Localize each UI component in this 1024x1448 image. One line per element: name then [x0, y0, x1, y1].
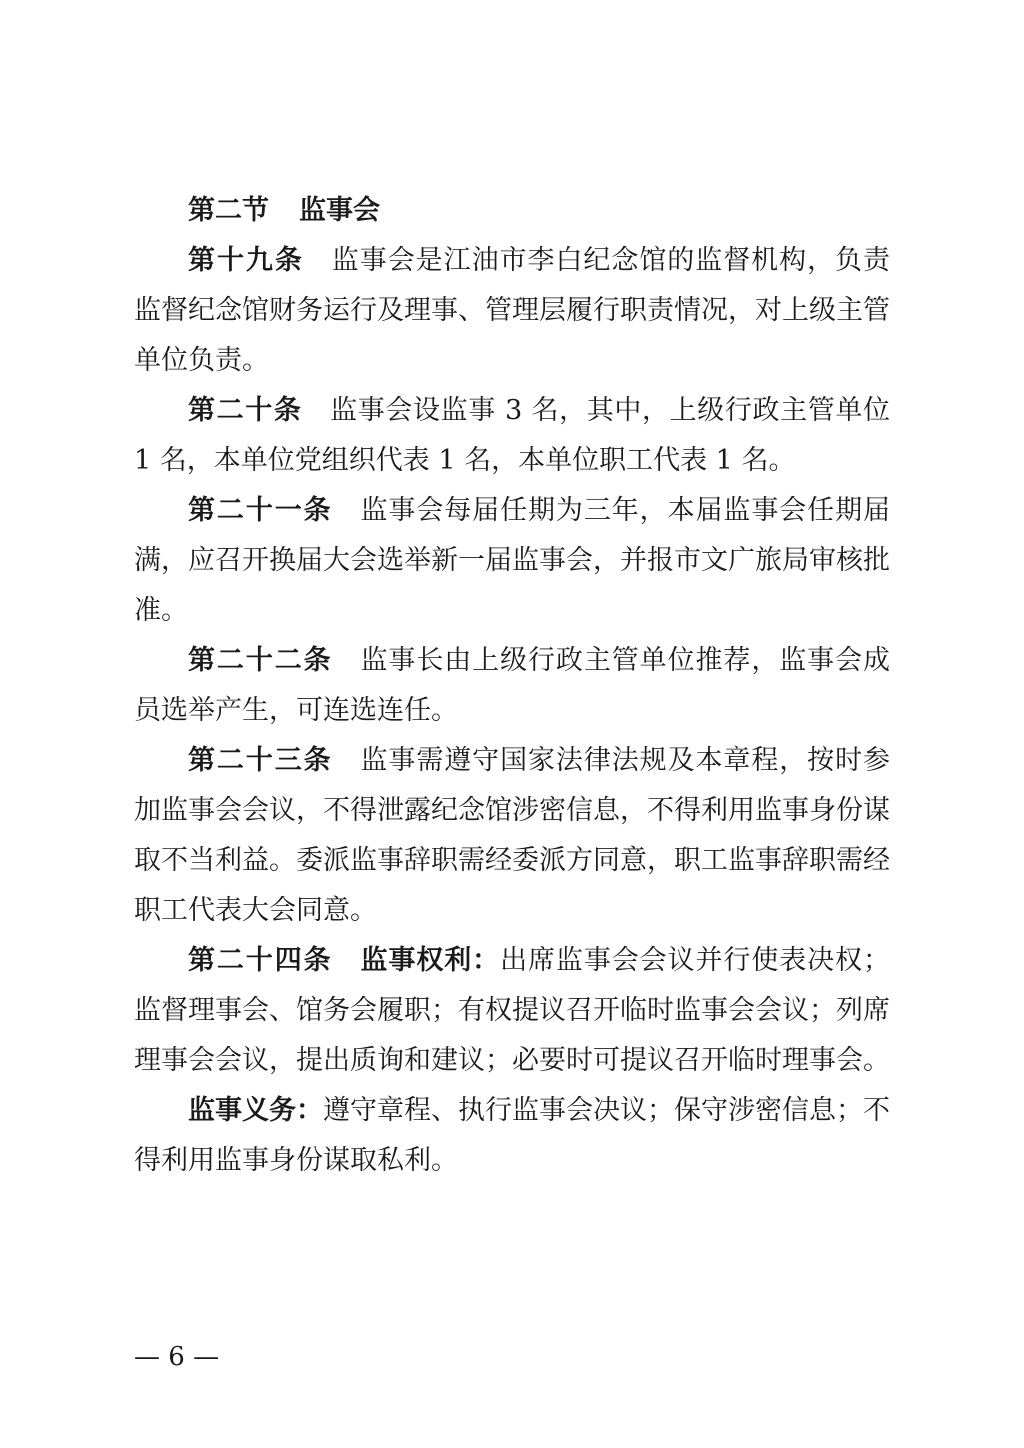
article-label: 第二十二条 [188, 645, 333, 676]
duties-text: 遵守章程、执行监事会决议；保守涉密信息；不得利用监事身份谋取私利。 [134, 1095, 890, 1176]
article-text: 监事会设监事 3 名，其中，上级行政主管单位 1 名，本单位党组织代表 1 名，本单位职工代表 1 名。 [134, 395, 891, 476]
article-22 [134, 636, 890, 736]
article-21 [134, 486, 890, 636]
article-text: 监事会是江油市李白纪念馆的监督机构，负责监督纪念馆财务运行及理事、管理层履行职责情况，对上级主管单位负责。 [134, 245, 891, 376]
rights-label: 监事权利： [359, 945, 501, 976]
article-text: 监事需遵守国家法律法规及本章程，按时参加监事会会议，不得泄露纪念馆涉密信息，不得利用监事身份谋取不当利益。委派监事辞职需经委派方同意，职工监事辞职需经职工代表大会同意。 [134, 745, 891, 926]
duties-label: 监事义务： [188, 1095, 323, 1126]
article-text: 监事会每届任期为三年，本届监事会任期届满，应召开换届大会选举新一届监事会，并报市文广旅局审核批准。 [134, 495, 891, 626]
article-text: 出席监事会会议并行使表决权；监督理事会、馆务会履职；有权提议召开临时监事会会议；列席理事会会议，提出质询和建议；必要时可提议召开临时理事会。 [134, 945, 891, 1076]
article-label: 第二十四条 [188, 945, 333, 976]
section-title: 监事会 [299, 195, 380, 226]
article-23 [134, 736, 890, 936]
article-20 [134, 386, 890, 486]
page-number: — 6 — [134, 1342, 220, 1372]
article-label: 第十九条 [188, 245, 304, 276]
article-label: 第二十三条 [188, 745, 333, 776]
document-body [134, 186, 890, 1186]
article-label: 第二十条 [188, 395, 303, 426]
section-heading [134, 186, 890, 236]
article-label: 第二十一条 [188, 495, 333, 526]
section-number: 第二节 [188, 195, 269, 226]
article-19 [134, 236, 890, 386]
article-24 [134, 936, 890, 1086]
article-text: 监事长由上级行政主管单位推荐，监事会成员选举产生，可连选连任。 [134, 645, 891, 726]
duties-paragraph [134, 1086, 890, 1186]
